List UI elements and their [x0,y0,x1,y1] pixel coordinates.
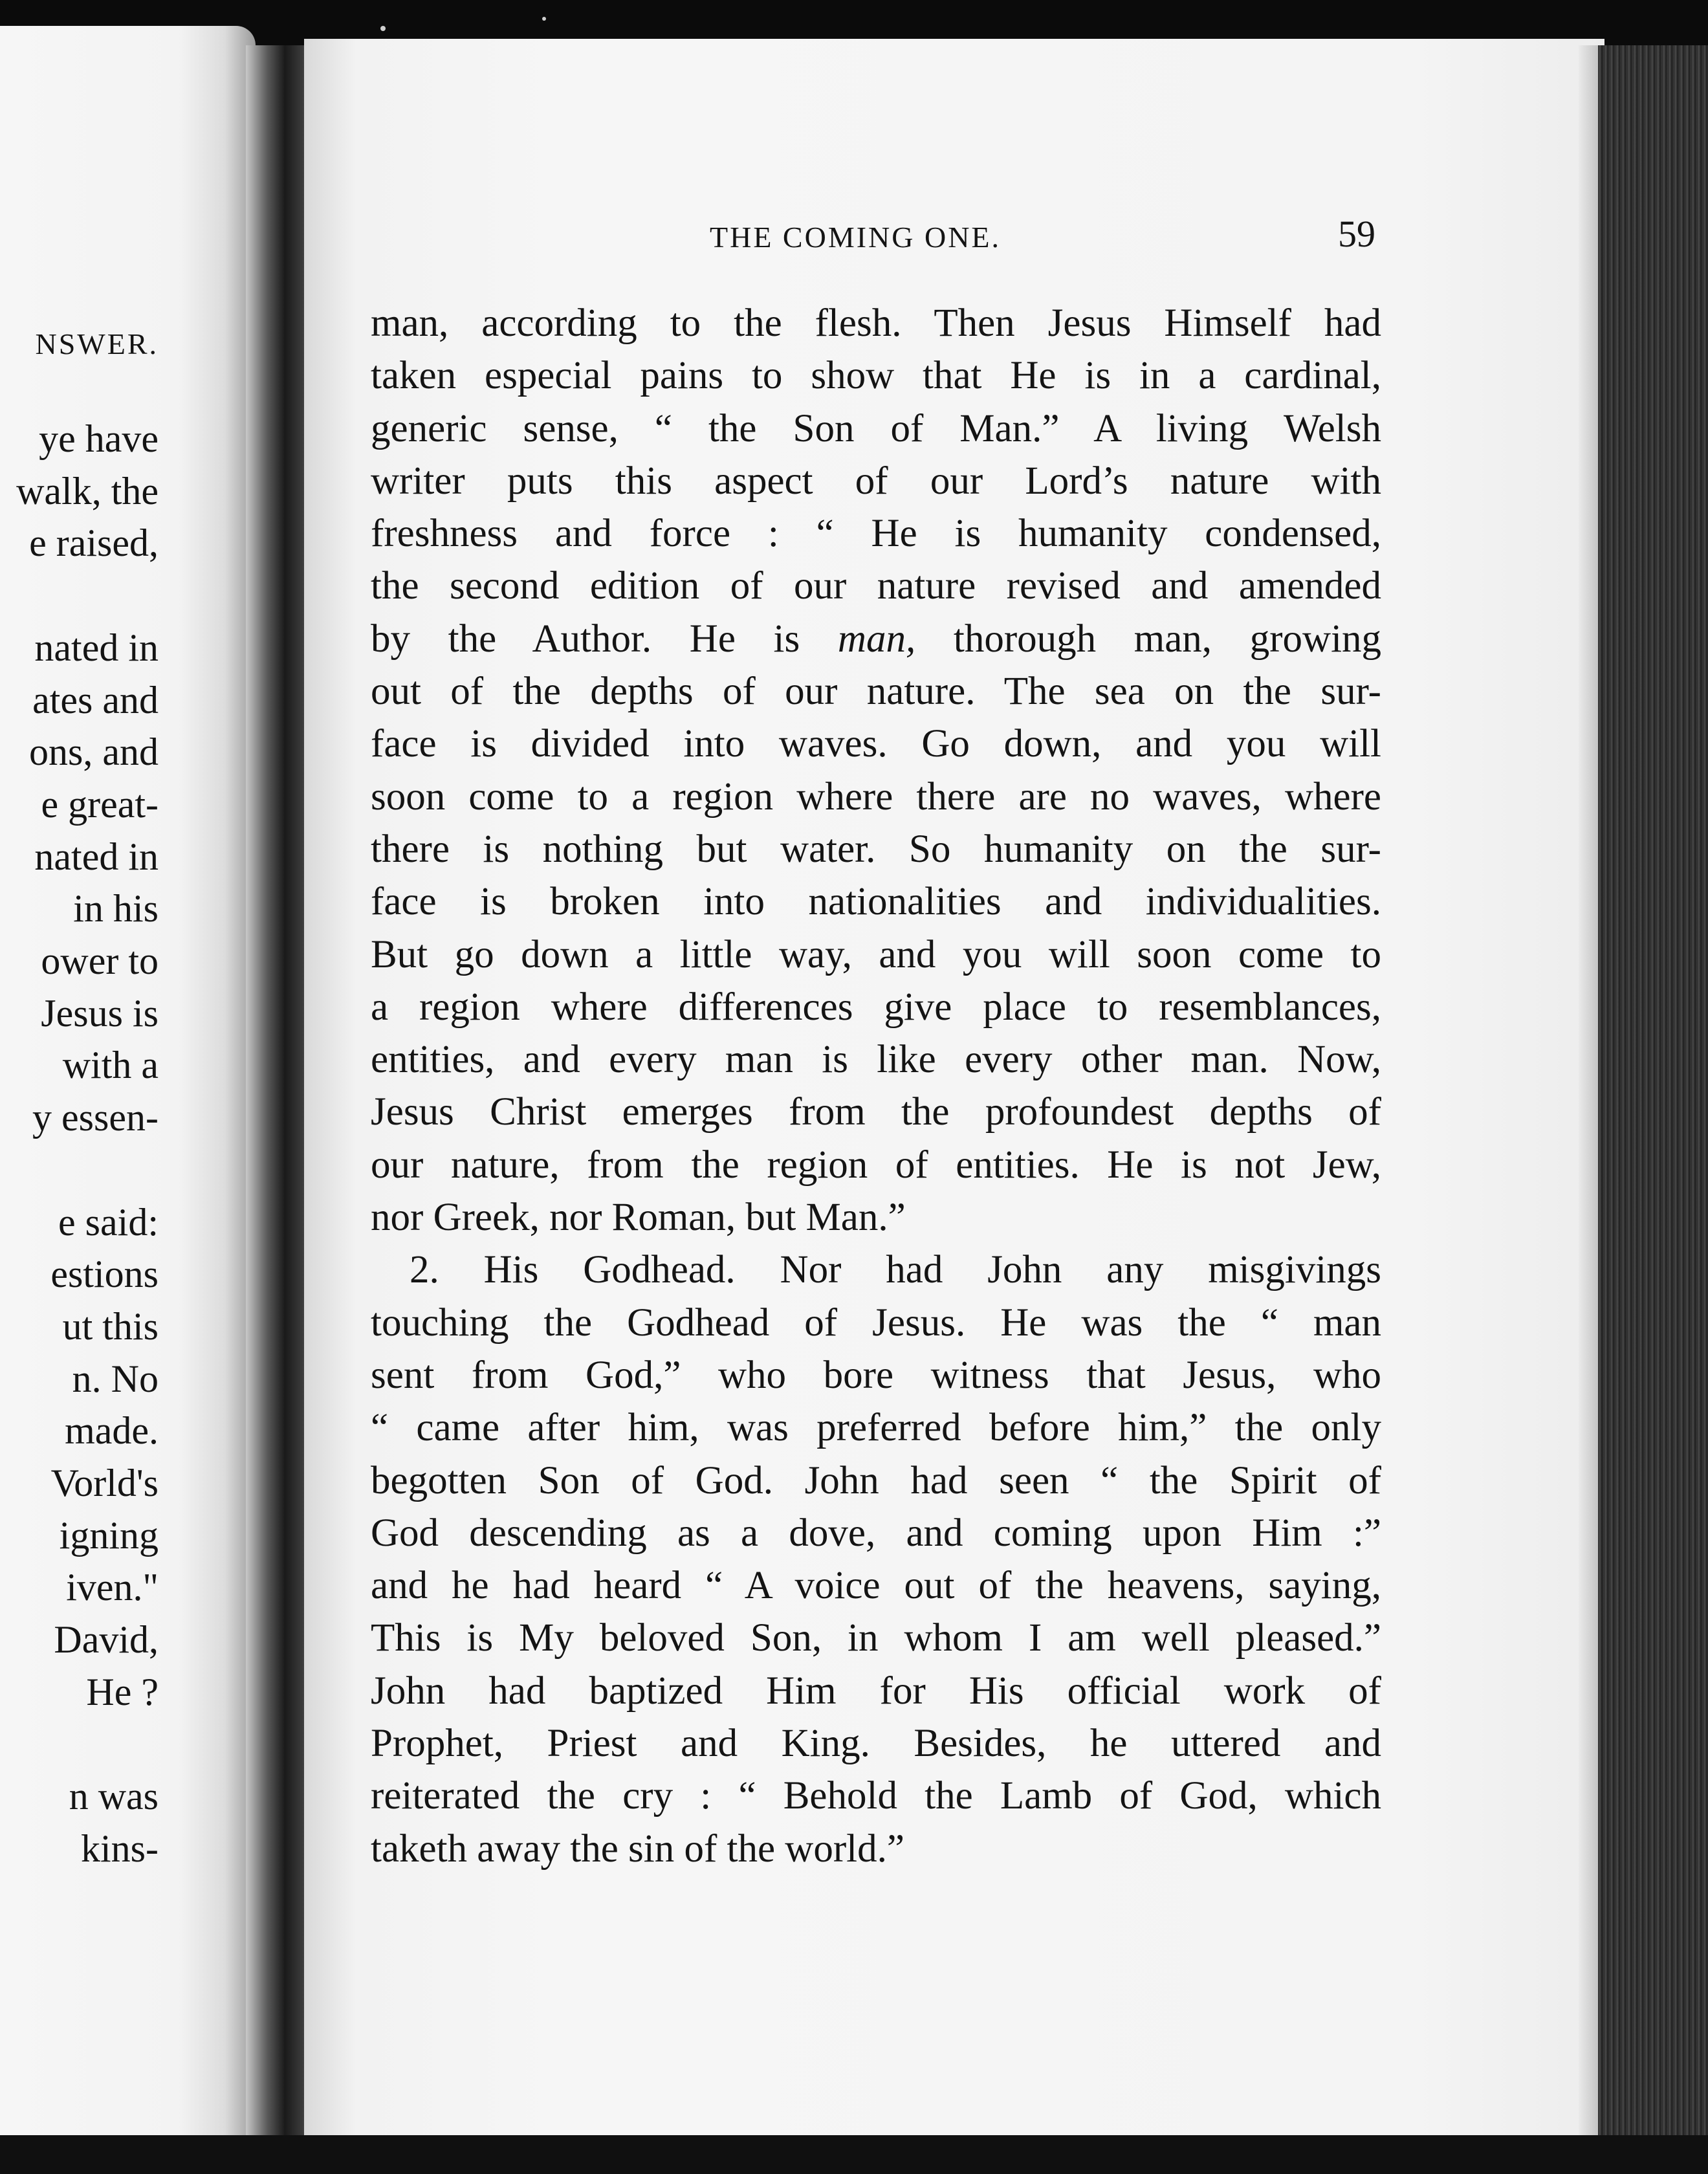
text-line: writer puts this aspect of our Lord’s nature with [371,459,1381,503]
left-page-line: e great- [41,782,159,826]
text-line: there is nothing but water. So humanity on the sur- [371,827,1381,871]
left-page-line: nated in [34,626,159,669]
text-line: God descending as a dove, and coming upon Him :” [371,1511,1381,1555]
text-line: our nature, from the region of entities. He is not Jew, [371,1143,1381,1187]
text-line: face is broken into nationalities and individualities. [371,880,1381,924]
left-page-line: iven." [66,1566,159,1609]
left-page-line: ye have [39,417,159,460]
left-page-line: Vorld's [50,1462,159,1504]
page-number: 59 [1338,213,1375,255]
text-line: out of the depths of our nature. The sea on the sur- [371,670,1381,714]
text-line: sent from God,” who bore witness that Jesus, who [371,1353,1381,1397]
left-page-line: made. [65,1409,159,1453]
left-page-line: nated in [34,835,159,878]
left-page-line: He ? [86,1670,159,1713]
text-segment: thorough man, growing [953,617,1382,661]
text-line: freshness and force : “ He is humanity condensed, [371,512,1381,556]
left-page [0,26,256,2142]
left-page-line: e said: [58,1200,159,1244]
left-page-line: n. No [72,1357,159,1400]
book-fore-edge [1598,45,1708,2148]
text-line: man, according to the flesh. Then Jesus Himself had [371,302,1381,345]
bottom-shadow [0,2135,1708,2174]
text-line: and he had heard “ A voice out of the heavens, saying, [371,1564,1381,1608]
text-line: a region where differences give place to resemblances, [371,985,1381,1029]
text-line: taken especial pains to show that He is in a cardinal, [371,354,1381,398]
left-page-line: with a [62,1044,159,1087]
body-text [371,297,1381,1875]
text-line: nor Greek, nor Roman, but Man.” [371,1196,906,1240]
text-line: “ came after him, was preferred before him,” the only [371,1406,1381,1450]
left-page-line: igning [59,1513,159,1557]
text-line: Prophet, Priest and King. Besides, he uttered and [371,1722,1381,1766]
text-line: But go down a little way, and you will soon come to [371,932,1381,976]
left-running-head: NSWER. [35,327,159,360]
left-page-line: ut this [62,1304,159,1348]
text-segment: by the Author. He is [371,617,800,661]
left-page-line: estions [50,1253,159,1296]
left-page-line: in his [73,887,159,930]
text-line: 2. His Godhead. Nor had John any misgivings [410,1248,1381,1292]
text-line: face is divided into waves. Go down, and you will [371,722,1381,766]
text-line: taketh away the sin of the world.” [371,1827,904,1871]
text-line: Jesus Christ emerges from the profoundest depths of [371,1090,1381,1134]
left-page-line: David, [54,1618,159,1662]
scan-speck [380,26,386,31]
left-page-line: walk, the [16,469,159,512]
running-head: THE COMING ONE. [710,221,1002,254]
text-line: reiterated the cry : “ Behold the Lamb of God, which [371,1774,1381,1818]
text-line: generic sense, “ the Son of Man.” A living Welsh [371,406,1381,450]
scan-speck [542,17,546,21]
italic-word: man, [837,617,916,661]
text-line: entities, and every man is like every other man. Now, [371,1038,1381,1082]
text-line: the second edition of our nature revised and amended [371,564,1381,608]
text-line: begotten Son of God. John had seen “ the Spirit of [371,1458,1381,1502]
left-page-line: ates and [32,678,159,721]
text-line: touching the Godhead of Jesus. He was the “ man [371,1301,1381,1345]
left-page-line: kins- [81,1827,159,1870]
left-page-line: ons, and [29,730,159,774]
text-line [371,613,1381,665]
left-page-line: n was [69,1775,159,1818]
left-page-line: ower to [41,939,159,982]
text-line: John had baptized Him for His official work of [371,1669,1381,1713]
text-line: This is My beloved Son, in whom I am well pleased.” [371,1616,1381,1660]
left-page-line: y essen- [32,1096,159,1139]
left-page-line: e raised, [29,522,159,565]
left-page-line: Jesus is [41,991,159,1035]
text-line: soon come to a region where there are no waves, where [371,774,1381,818]
